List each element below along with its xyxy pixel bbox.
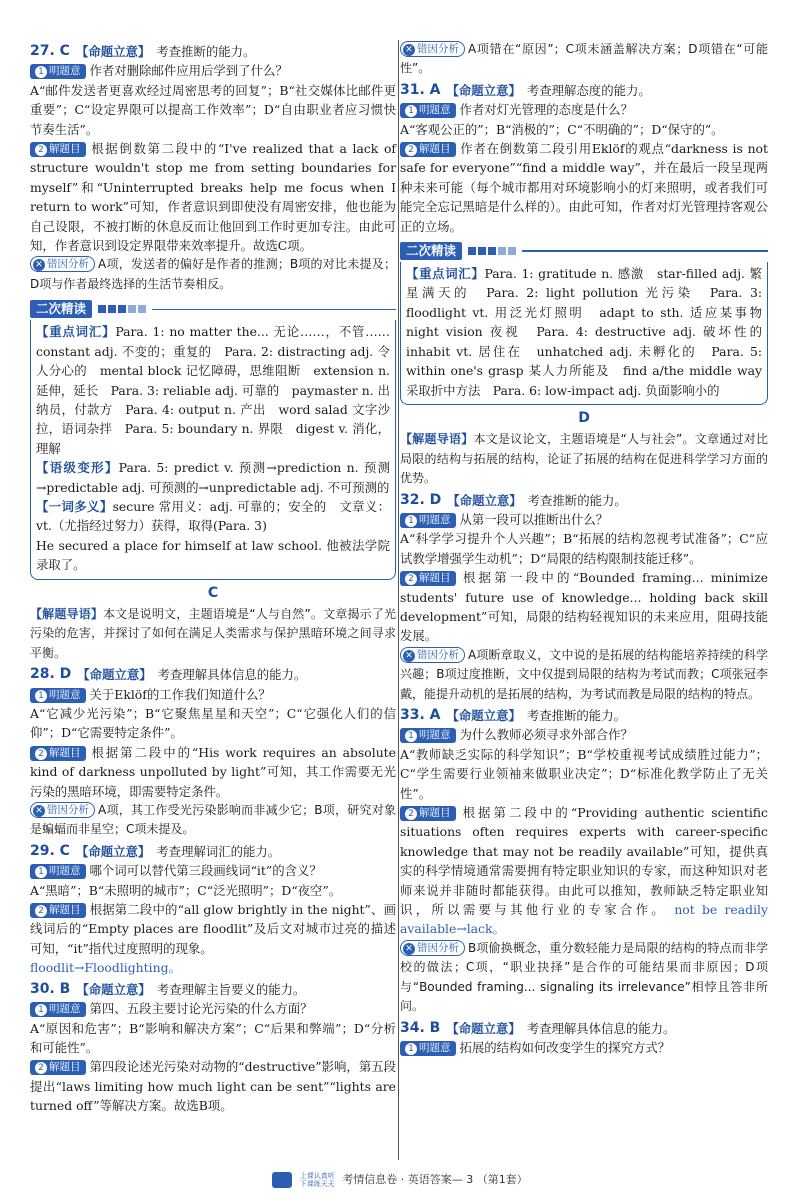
q27-number: 27. C xyxy=(30,43,70,59)
q29-note: floodlit→Floodlighting。 xyxy=(30,960,181,976)
read2-badge: 二次精读 xyxy=(30,300,92,318)
q31-ask: 1 明题意 作者对灯光管理的态度是什么？ xyxy=(400,100,768,119)
jietimu-pill: 2 解题目 xyxy=(30,142,86,157)
section-c-intro: 【解题导语】本文是说明文，主题语境是“人与自然”。文章揭示了光污染的危害，并探讨了如何在满足人类需求与保护黑暗环境之间寻求平衡。 xyxy=(30,606,396,660)
q31-options: A“客观公正的”；B“消极的”；C“不明确的”；D“保守的”。 xyxy=(400,121,724,137)
read2-header xyxy=(30,300,396,318)
q32-error: ✕ 错因分析 A项断章取义，文中说的是拓展的结构能培养持续的科学兴趣；B项过度推断，文中仅提到局限的结构为考试而教；C项张冠李戴，能提升动机的是拓展的结构，为考试而教是局限的结构的特点。 xyxy=(400,647,768,701)
q29-header: 29. C 【命题立意】 考查理解词汇的能力。 xyxy=(30,842,396,861)
cuoyin-pill: ✕ 错因分析 xyxy=(30,256,95,272)
section-d-title: D xyxy=(578,409,590,426)
example-sentence: He secured a place for himself at law school. 他被法学院录取了。 xyxy=(36,537,390,573)
q28-error: ✕ 错因分析 A项，其工作受光污染影响而非减少它；B项，研究对象是蝙蝠而非星空；C项未提及。 xyxy=(30,803,396,837)
q28-options: A“它减少光污染”；B“它聚焦星星和天空”；C“它强化人们的信仰”；D“它需要特定条件”。 xyxy=(30,706,396,741)
decor-bar xyxy=(152,309,396,310)
read2-box xyxy=(30,320,396,579)
focus-tag: 【命题立意】 xyxy=(75,44,151,59)
section-c-title: C xyxy=(207,584,219,601)
q30-ask: 1 明题意 第四、五段主要讨论光污染的什么方面？ xyxy=(30,999,396,1018)
vocab-text: 【重点词汇】Para. 1: no matter the... 无论……，不管…… constant adj. 不变的；重复的 Para. 2: distracting adj. 令人分心的 mental block 记忆障碍，思维阻断 extension n. 延伸，延长 Para. 3: reliable adj. 可靠的 paymaster n. 出纳员，付款方 Para. 4: output n. 产出 word salad 文字沙拉，语词杂拌 Para. 5: boundary n. 界限 digest v. 消化，理解 xyxy=(36,324,390,456)
q31-solve: 2 解题目 作者在倒数第二段引用Eklöf的观点“darkness is not safe for everyone”“find a middle way”，并在最后一段呈现两种未来可能（每个城市都用对环境影响小的灯来照明，或者我们可能完全忘记黑暗是什么样的）。由此可知，作者对灯光管理持客观公正的立场。 xyxy=(400,141,768,234)
q34-header: 34. B 【命题立意】 考查理解具体信息的能力。 xyxy=(400,1019,676,1036)
q30-number: 30. B xyxy=(30,980,71,997)
q30-options: A“原因和危害”；B“影响和解决方案”；C“后果和弊端”；D“分析和可能性”。 xyxy=(30,1020,396,1055)
q30-error: ✕ 错因分析 A项错在“原因”；C项未涵盖解决方案；D项错在“可能性”。 xyxy=(400,42,768,76)
footer-slogan: 上课认真听 下课练天天 xyxy=(299,1172,335,1188)
q27-solve: 2 解题目 根据倒数第二段中的“I've realized that a lack of structure wouldn't stop me from setting boundaries for myself”和“Uninterrupted breaks help me focus when I return to work”可知，作者意识到即使没有周密安排，他也能为自己设限，不被打断的休息反而让他回到工作时更加专注。由此可知，作者意识到设定界限带来效率提升。故选C项。 xyxy=(30,141,396,254)
q27-focus: 考查推断的能力。 xyxy=(156,44,256,59)
page-footer xyxy=(0,1170,800,1189)
q31-number: 31. A xyxy=(400,81,441,98)
q33-ask: 1 明题意 为什么教师必须寻求外部合作？ xyxy=(400,725,768,744)
q29-number: 29. C xyxy=(30,842,70,859)
q28-solve: 2 解题目 根据第二段中的“His work requires an absolute kind of darkness unpolluted by light”可知，其工作需要无光污染的黑暗环境，即需要特定条件。 xyxy=(30,744,396,799)
q34-ask: 1 明题意 拓展的结构如何改变学生的探究方式？ xyxy=(400,1038,768,1057)
q27-ask: 1 明题意 作者对删除邮件应用后学到了什么？ xyxy=(30,61,396,80)
q32-ask: 1 明题意 从第一段可以推断出什么？ xyxy=(400,510,768,529)
publisher-logo-icon xyxy=(272,1172,292,1188)
transform-text: 【语级变形】Para. 5: predict v. 预测→prediction n. 预测→predictable adj. 可预测的→unpredictable adj. 不可预测的 xyxy=(36,460,390,495)
left-column xyxy=(30,40,396,1116)
poly-text: 【一词多义】secure 常用义：adj. 可靠的；安全的 文章义：vt.（尤指经过努力）获得，取得(Para. 3) xyxy=(36,498,391,534)
q28-header: 28. D 【命题立意】 考查理解具体信息的能力。 xyxy=(30,665,396,684)
q33-options: A“教师缺乏实际的科学知识”；B“学校重视考试成绩胜过能力”；C“学生需要行业领袖来做职业决定”；D“标准化教学防止了无关性”。 xyxy=(400,746,768,801)
right-column xyxy=(400,40,775,1057)
q28-ask: 1 明题意 关于Eklöf的工作我们知道什么？ xyxy=(30,685,396,704)
q29-options: A“黑暗”；B“未照明的城市”；C“泛光照明”；D“夜空”。 xyxy=(30,882,342,898)
section-d-intro: 【解题导语】本文是议论文，主题语境是“人与社会”。文章通过对比局限的结构与拓展的结构，论证了拓展的结构在促进科学学习方面的优势。 xyxy=(400,432,768,486)
vocab-text-right: 【重点词汇】Para. 1: gratitude n. 感激 star-filled adj. 繁星满天的 Para. 2: light pollution 光污染 Para. 3: floodlight vt. 用泛光灯照明 adapt to sth. 适应某事物 night vision 夜视 Para. 4: destructive adj. 破坏性的 inhabit vt. 居住在 unhatched adj. 未孵化的 Para. 5: within one's grasp 某人力所能及 find a/the middle way 采取折中方法 Para. 6: low-impact adj. 负面影响小的 xyxy=(406,266,775,398)
q33-header: 33. A 【命题立意】 考查推断的能力。 xyxy=(400,707,626,723)
read2-box-right xyxy=(400,262,775,405)
q33-error: ✕ 错因分析 B项偷换概念，重分数轻能力是局限的结构的特点而非学校的做法；C项，“职业抉择”是合作的可能结果而非原因；D项与“Bounded framing... signaling its irrelevance”相悖且答非所问。 xyxy=(400,940,768,1014)
q32-options: A“科学学习提升个人兴趣”；B“拓展的结构忽视考试准备”；C“应试教学增强学生动机”；D“局限的结构限制技能迁移”。 xyxy=(400,531,768,566)
q29-solve: 2 解题目 根据第二段中的“all glow brightly in the night”、画线词后的“Empty places are floodlit”及后文对城市过亮的描述可知，“it”指代过度照明的现象。 xyxy=(30,902,396,956)
q33-solve: 2 解题目 根据第二段中的“Providing authentic scientific situations often requires experts with career-specific knowledge that may not be readily available”可知，提供真实的科学情境通常需要拥有特定职业知识的专家，而这种知识对老师来说并非随时都能获得。由此可以推知，教师缺乏特定职业知识，所以需要与其他行业的专家合作。 not be readily available→lack。 xyxy=(400,805,769,937)
q27-error: ✕ 错因分析 A项，发送者的偏好是作者的推测；B项的对比未提及；D项与作者最终选择的生活节奏相反。 xyxy=(30,257,396,291)
q30-solve: 2 解题目 第四段论述光污染对动物的“destructive”影响，第五段提出“laws limiting how much light can be sent”“lights are turned off”等解决方案。故选B项。 xyxy=(30,1059,396,1114)
q28-number: 28. D xyxy=(30,666,72,683)
q29-ask: 1 明题意 哪个词可以替代第三段画线词“it”的含义？ xyxy=(30,861,396,880)
column-divider xyxy=(398,40,399,1160)
mingtiyi-pill: 1 明题意 xyxy=(30,64,86,79)
decor-squares xyxy=(98,305,146,313)
read2-header-right: 二次精读 xyxy=(400,242,768,260)
q32-solve: 2 解题目 根据第一段中的“Bounded framing... minimize students' future use of knowledge... holding back skill development”可知，局限的结构轻视知识的未来应用，阻碍技能发展。 xyxy=(400,570,768,644)
q32-header: 32. D 【命题立意】 考查推断的能力。 xyxy=(400,491,627,508)
footer-text: 考情信息卷 · 英语答案— 3 （第1套） xyxy=(342,1173,528,1186)
q31-header: 31. A 【命题立意】 考查理解态度的能力。 xyxy=(400,81,768,100)
q27-options: A“邮件发送者更喜欢经过周密思考的回复”；B“社交媒体比邮件更重要”；C“设定界限可以提高工作效率”；D“自由职业者应习惯快节奏生活”。 xyxy=(30,82,396,137)
q27-header xyxy=(30,42,396,61)
q30-header: 30. B 【命题立意】 考查理解主旨要义的能力。 xyxy=(30,980,396,999)
